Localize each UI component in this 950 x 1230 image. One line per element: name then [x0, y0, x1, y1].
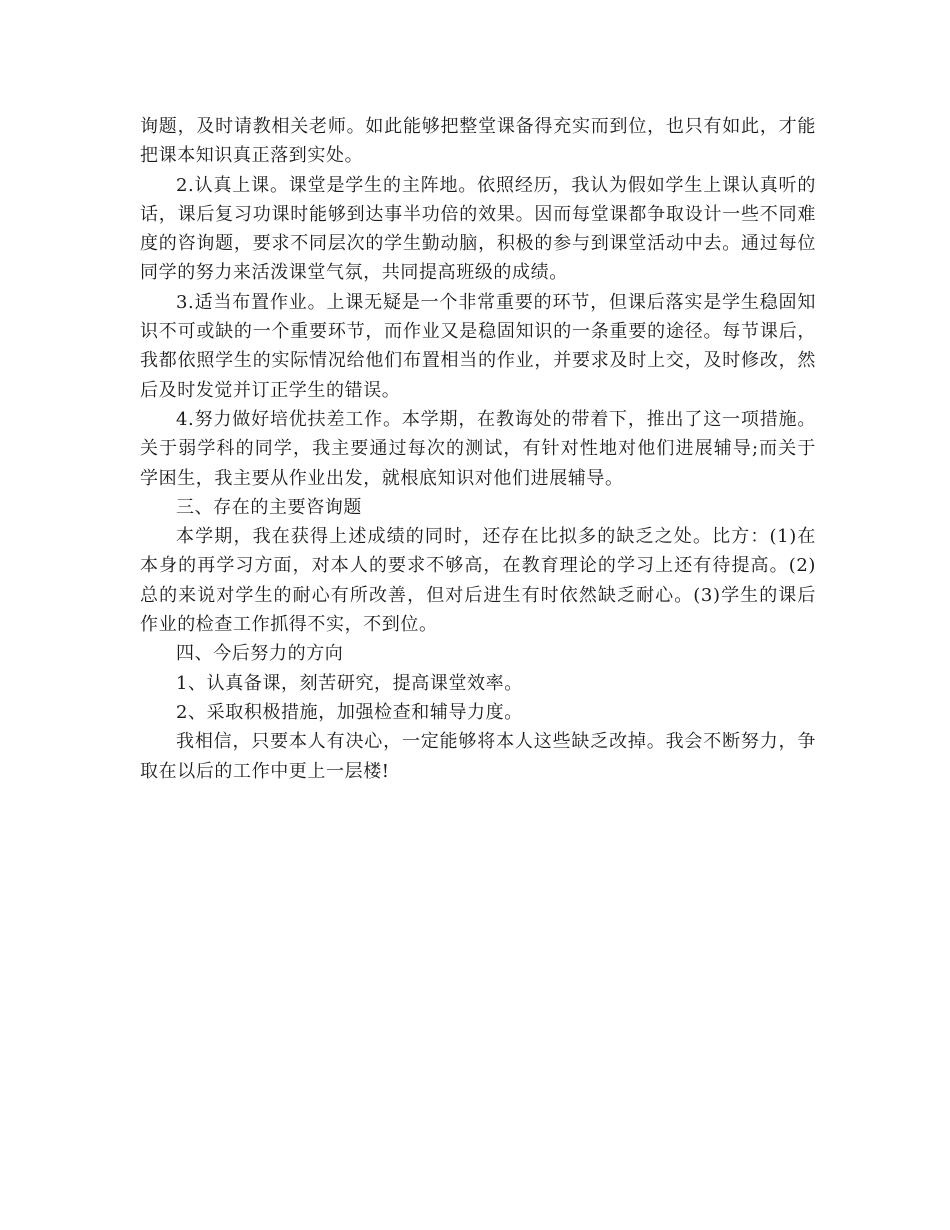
paragraph-item-2-class-teaching: 2.认真上课。课堂是学生的主阵地。依照经历，我认为假如学生上课认真听的话，课后复习功课时能够到达事半功倍的效果。因而每堂课都争取设计一些不同难度的咨询题，要求不同层次的学生勤动脑，积极的参与到课堂活动中去。通过每位同学的努力来活泼课堂气氛，共同提高班级的成绩。 [140, 174, 816, 284]
section-heading-future: 四、今后努力的方向 [176, 643, 344, 665]
paragraph-item-4-tutoring: 4.努力做好培优扶差工作。本学期，在教诲处的带着下，推出了这一项措施。关于弱学科的同学，我主要通过每次的测试，有针对性地对他们进展辅导;而关于学困生，我主要从作业出发，就根底知识对他们进展辅导。 [140, 408, 816, 489]
paragraph-continuation: 询题，及时请教相关老师。如此能够把整堂课备得充实而到位，也只有如此，才能把课本知识真正落到实处。 [140, 116, 816, 167]
paragraph-conclusion: 我相信，只要本人有决心，一定能够将本人这些缺乏改掉。我会不断努力，争取在以后的工作中更上一层楼! [140, 731, 816, 782]
section-heading-problems: 三、存在的主要咨询题 [176, 496, 362, 518]
list-item-future-1: 1、认真备课，刻苦研究，提高课堂效率。 [176, 672, 523, 694]
paragraph-problems: 本学期，我在获得上述成绩的同时，还存在比拟多的缺乏之处。比方：(1)在本身的再学习方面，对本人的要求不够高，在教育理论的学习上还有待提高。(2)总的来说对学生的耐心有所改善，但对后进生有时依然缺乏耐心。(3)学生的课后作业的检查工作抓得不实，不到位。 [140, 526, 816, 636]
paragraph-item-3-homework: 3.适当布置作业。上课无疑是一个非常重要的环节，但课后落实是学生稳固知识不可或缺的一个重要环节，而作业又是稳固知识的一条重要的途径。每节课后，我都依照学生的实际情况给他们布置相当的作业，并要求及时上交，及时修改，然后及时发觉并订正学生的错误。 [140, 291, 816, 401]
list-item-future-2: 2、采取积极措施，加强检查和辅导力度。 [176, 701, 523, 723]
document-page [140, 112, 816, 786]
